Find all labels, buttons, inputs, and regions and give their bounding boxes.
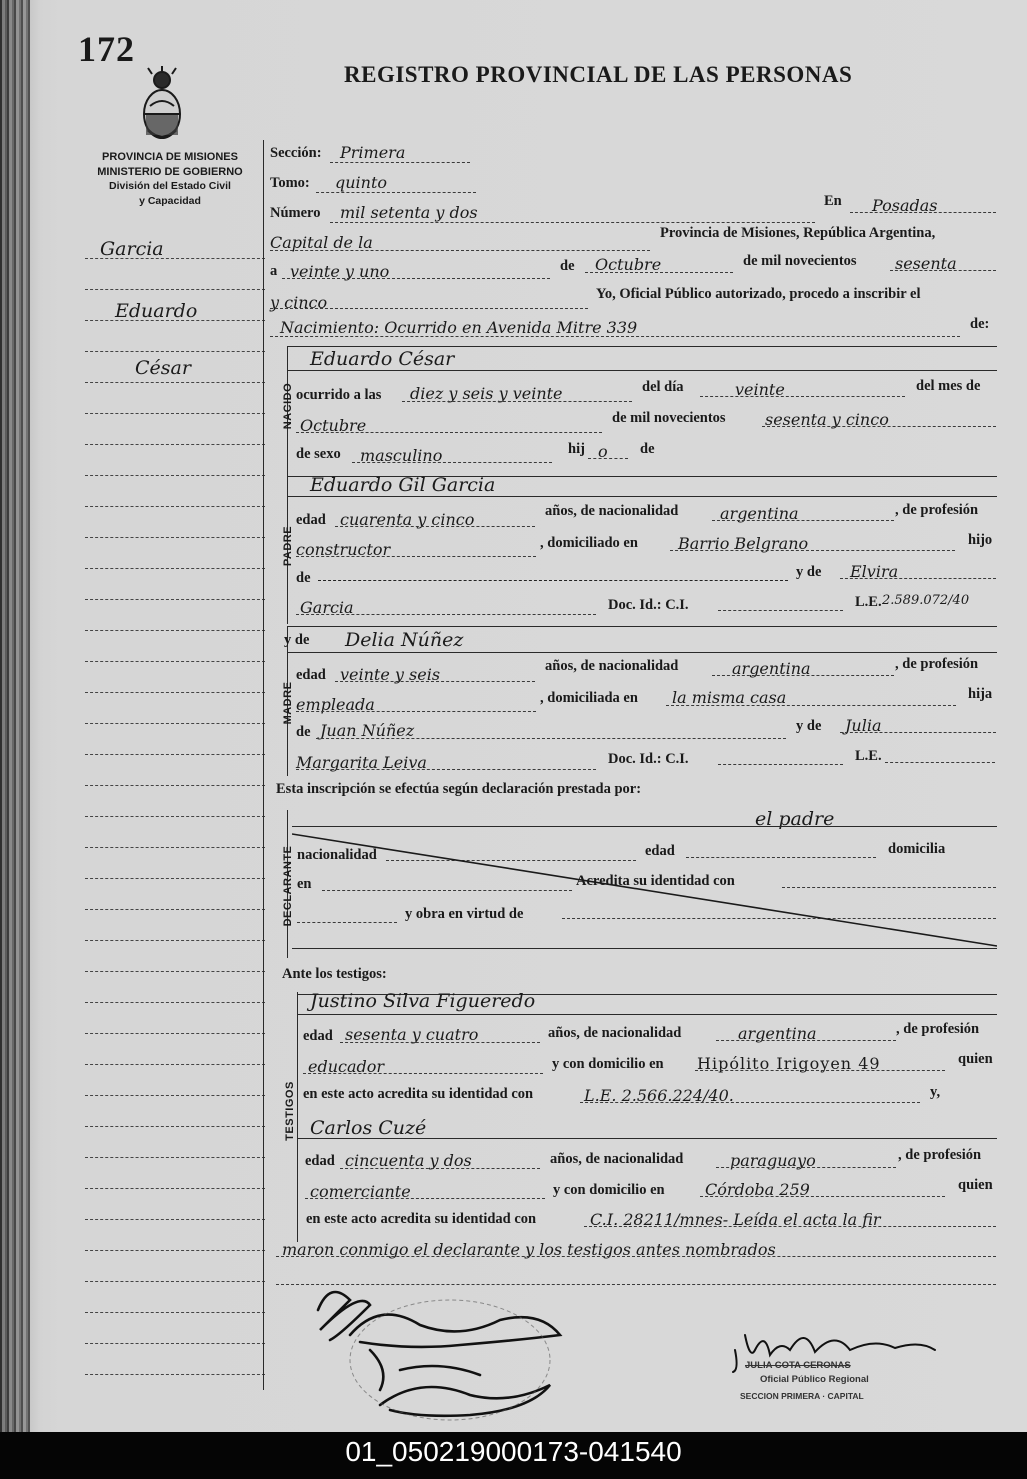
margin-ruled-line [85, 940, 265, 941]
declarante-dom-label: domicilia [888, 841, 946, 857]
coat-of-arms-icon [138, 66, 186, 146]
madre-yde2-label: y de [796, 718, 822, 734]
dia-value: veinte y uno [290, 262, 390, 281]
seccion-label: Sección: [270, 145, 322, 161]
margin-ruled-line [85, 568, 265, 569]
padre-label: PADRE [282, 525, 294, 567]
testigo1-domicilio: Hipólito Irigoyen 49 [697, 1054, 881, 1073]
margin-ruled-line [85, 351, 265, 352]
de-label: de [560, 258, 575, 274]
padre-abuela: Elvira [850, 562, 899, 581]
padre-le-label: L.E. [855, 594, 882, 610]
testigo2-nacionalidad: paraguayo [730, 1151, 816, 1170]
a-label: a [270, 263, 278, 279]
padre-nombre: Eduardo Gil Garcia [310, 474, 496, 496]
anio-label: de mil novecientos [743, 253, 857, 269]
sexo-label: de sexo [296, 446, 341, 462]
register-title: REGISTRO PROVINCIAL DE LAS PERSONAS [344, 62, 853, 87]
declarante-en-label: en [297, 876, 312, 892]
stamp-name: JULIA COTA CERONAS [745, 1360, 851, 1371]
padre-prof-label: , de profesión [895, 502, 979, 518]
madre-nac-label: años, de nacionalidad [545, 658, 679, 674]
en-value: Posadas [872, 196, 938, 215]
margin-ruled-line [85, 413, 265, 414]
seccion-value: Primera [340, 143, 406, 162]
padre-de-label: de [296, 570, 311, 586]
margin-ruled-line [85, 289, 265, 290]
margin-ruled-line [85, 1033, 265, 1034]
margin-second-name: César [135, 357, 191, 379]
anio-cont: y cinco [270, 293, 328, 312]
issuing-authority [70, 150, 270, 208]
padre-nacionalidad: argentina [720, 504, 799, 523]
acta-cierre: maron conmigo el declarante y los testigos antes nombrados [282, 1240, 776, 1259]
testigo2-edad: cincuenta y dos [345, 1151, 472, 1170]
margin-ruled-line [85, 1157, 265, 1158]
province-name: PROVINCIA DE MISIONES [102, 151, 238, 163]
testigo1-nacionalidad: argentina [738, 1024, 817, 1043]
margin-ruled-line [85, 878, 265, 879]
stamp-role: Oficial Público Regional [760, 1374, 869, 1385]
mes-value: Octubre [595, 255, 662, 274]
nacido-nombre: Eduardo César [310, 348, 455, 370]
margin-ruled-line [85, 816, 265, 817]
testigo1-profesion: educador [308, 1057, 385, 1076]
margin-ruled-line [85, 1219, 265, 1220]
testigo1-nombre: Justino Silva Figueredo [310, 990, 536, 1012]
madre-edad: veinte y seis [340, 665, 441, 684]
folio-number: 172 [78, 29, 135, 69]
madre-abuelo: Juan Núñez [320, 721, 415, 740]
capital-text: Capital de la [270, 233, 373, 252]
nacido-anio: sesenta y cinco [765, 410, 889, 429]
acto-value: Nacimiento: Ocurrido en Avenida Mitre 339 [280, 318, 638, 337]
book-binding [0, 0, 30, 1432]
margin-ruled-line [85, 599, 265, 600]
t1-quien-label: quien [958, 1051, 993, 1067]
madre-profesion: empleada [296, 695, 375, 714]
padre-doc-label: Doc. Id.: C.I. [608, 597, 689, 613]
madre-abuela: Julia [845, 716, 882, 735]
testigo1-edad: sesenta y cuatro [345, 1025, 479, 1044]
ocurrido-label: ocurrido a las [296, 387, 382, 403]
t1-prof-label: , de profesión [896, 1021, 980, 1037]
testigo2-nombre: Carlos Cuzé [310, 1117, 427, 1139]
margin-ruled-line [85, 1002, 265, 1003]
margin-first-name: Eduardo [115, 300, 198, 322]
numero-value: mil setenta y dos [340, 203, 478, 222]
margin-ruled-line [85, 382, 265, 383]
madre-dom-label: , domiciliada en [540, 690, 638, 706]
t1-edad-label: edad [303, 1028, 333, 1044]
t2-prof-label: , de profesión [898, 1147, 982, 1163]
margin-ruled-line [85, 537, 265, 538]
margin-ruled-line [85, 1312, 265, 1313]
de-end: de: [970, 316, 990, 332]
testigo2-doc: C.I. 28211/mnes- Leída el acta la fir [590, 1210, 881, 1229]
nacido-de-label: de [640, 441, 655, 457]
padre-domicilio: Barrio Belgrano [678, 534, 809, 553]
padre-edad-label: edad [296, 512, 326, 528]
margin-ruled-line [85, 785, 265, 786]
declarante-quien: el padre [755, 808, 835, 830]
tomo-value: quinto [335, 173, 388, 192]
nacido-dia: veinte [735, 380, 785, 399]
madre-doc-label: Doc. Id.: C.I. [608, 751, 689, 767]
t1-dom-label: y con domicilio en [552, 1056, 664, 1072]
margin-surname: Garcia [100, 238, 164, 260]
scan-code: 01_050219000173-041540 [345, 1436, 682, 1467]
signatures-witnesses [300, 1280, 600, 1430]
margin-ruled-line [85, 444, 265, 445]
padre-nac-label: años, de nacionalidad [545, 503, 679, 519]
margin-ruled-line [85, 320, 265, 321]
margin-ruled-line [85, 630, 265, 631]
division-subname: y Capacidad [139, 194, 201, 207]
madre-hija-label: hija [968, 686, 993, 702]
padre-hijo-label: hijo [968, 532, 993, 548]
provincia-text: Provincia de Misiones, República Argentina, [660, 225, 936, 241]
margin-ruled-line [85, 754, 265, 755]
t2-acredita-label: en este acto acredita su identidad con [306, 1211, 537, 1227]
margin-ruled-line [85, 475, 265, 476]
margin-ruled-line [85, 258, 265, 259]
madre-edad-label: edad [296, 667, 326, 683]
padre-le: 2.589.072/40 [882, 593, 970, 608]
ministry-name: MINISTERIO DE GOBIERNO [97, 165, 243, 178]
padre-yde-label: y de [796, 564, 822, 580]
margin-ruled-line [85, 506, 265, 507]
stamp-section: SECCION PRIMERA · CAPITAL [740, 1391, 864, 1401]
margin-ruled-line [85, 661, 265, 662]
hij-value: o [598, 442, 608, 461]
nacido-hora: diez y seis y veinte [410, 384, 563, 403]
madre-label: MADRE [282, 681, 294, 725]
en-label: En [824, 193, 842, 209]
t2-quien-label: quien [958, 1177, 993, 1193]
testigo2-profesion: comerciante [310, 1182, 411, 1201]
testigo1-doc: L.E. 2.566.224/40. [584, 1086, 734, 1105]
testigos-label: TESTIGOS [284, 1081, 296, 1141]
t2-dom-label: y con domicilio en [553, 1182, 665, 1198]
madre-nombre: Delia Núñez [345, 629, 464, 651]
declarante-nac-label: nacionalidad [297, 847, 377, 863]
madre-le-label: L.E. [855, 748, 882, 764]
oficial-text: Yo, Oficial Público autorizado, procedo a inscribir el [596, 286, 921, 302]
madre-de-label: de [296, 724, 311, 740]
padre-dom-label: , domiciliado en [540, 535, 638, 551]
nacido-label: NACIDO [282, 382, 294, 430]
margin-ruled-line [85, 1095, 265, 1096]
margin-ruled-line [85, 1281, 265, 1282]
anio-value: sesenta [895, 254, 957, 273]
del-dia-label: del día [642, 379, 684, 395]
sexo-value: masculino [360, 446, 443, 465]
numero-label: Número [270, 205, 321, 221]
nacido-mes: Octubre [300, 416, 367, 435]
margin-ruled-line [85, 1250, 265, 1251]
t2-edad-label: edad [305, 1153, 335, 1169]
t1-acredita-label: en este acto acredita su identidad con [303, 1086, 534, 1102]
madre-nacionalidad: argentina [732, 659, 811, 678]
t2-nac-label: años, de nacionalidad [550, 1151, 684, 1167]
declarante-edad-label: edad [645, 843, 675, 859]
nacido-anio-label: de mil novecientos [612, 410, 726, 426]
margin-ruled-line [85, 1188, 265, 1189]
margin-rule [263, 140, 264, 1390]
declarante-intro: Esta inscripción se efectúa según declaración prestada por: [276, 781, 642, 797]
declarante-label: DECLARANTE [282, 845, 294, 927]
madre-prof-label: , de profesión [895, 656, 979, 672]
hij-label: hij [568, 441, 585, 457]
testigo2-domicilio: Córdoba 259 [705, 1180, 810, 1199]
padre-abuela-apellido: Garcia [300, 598, 354, 617]
scan-footer [0, 1432, 1027, 1479]
madre-domicilio: la misma casa [672, 688, 787, 707]
margin-ruled-line [85, 909, 265, 910]
padre-profesion: constructor [296, 540, 391, 559]
margin-ruled-line [85, 971, 265, 972]
margin-ruled-line [85, 723, 265, 724]
t1-y-label: y, [930, 1084, 941, 1100]
tomo-label: Tomo: [270, 175, 310, 191]
margin-ruled-line [85, 1374, 265, 1375]
margin-ruled-line [85, 692, 265, 693]
testigos-intro: Ante los testigos: [282, 966, 387, 982]
padre-edad: cuarenta y cinco [340, 510, 475, 529]
void-strike-line [292, 830, 997, 950]
declarante-obra-label: y obra en virtud de [405, 906, 524, 922]
del-mes-label: del mes de [916, 378, 981, 394]
madre-abuela-apellido: Margarita Leiva [296, 753, 427, 772]
madre-yde-label: y de [284, 632, 310, 648]
margin-ruled-line [85, 847, 265, 848]
margin-ruled-line [85, 1064, 265, 1065]
t1-nac-label: años, de nacionalidad [548, 1025, 682, 1041]
margin-ruled-line [85, 1126, 265, 1127]
margin-ruled-line [85, 1343, 265, 1344]
division-name: División del Estado Civil [109, 180, 231, 192]
declarante-acredita-label: Acredita su identidad con [576, 873, 735, 889]
